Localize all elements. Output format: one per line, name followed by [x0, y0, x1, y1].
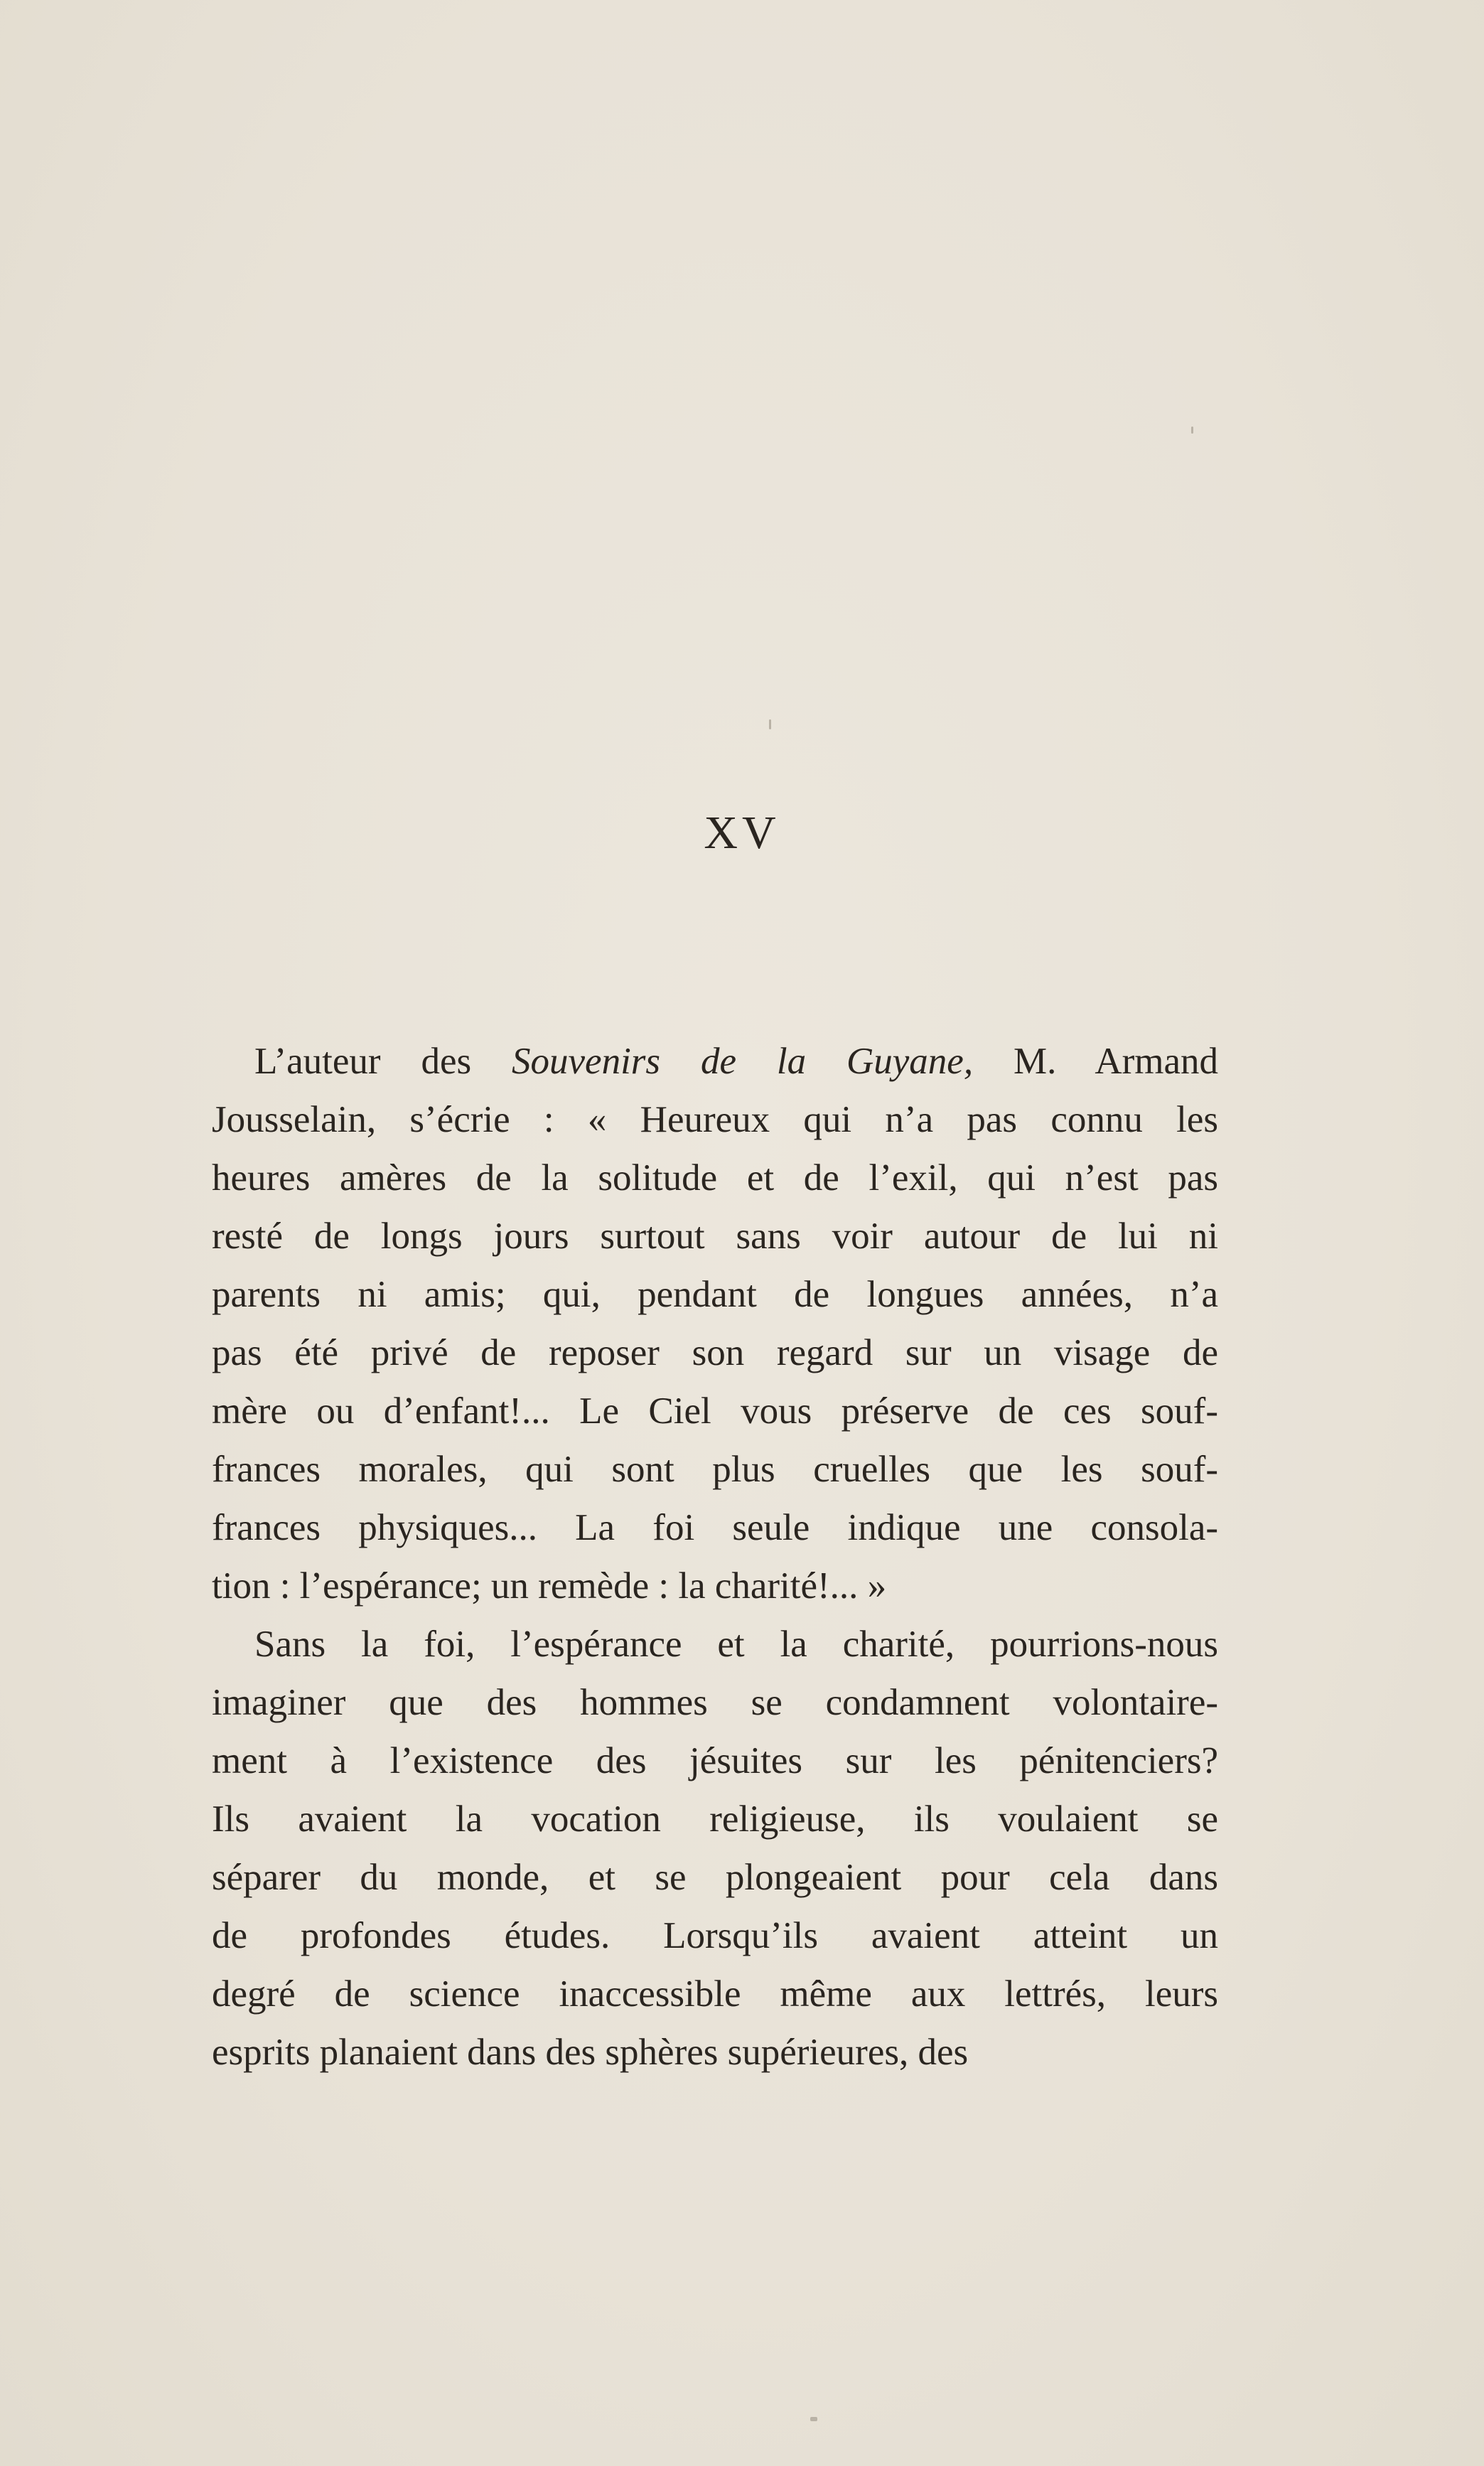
text-segment: frances morales, qui sont plus cruelles que les souf- — [212, 1449, 1218, 1490]
text-line — [212, 1149, 1218, 1207]
paragraph — [212, 1032, 1218, 1615]
paper-speck — [769, 719, 771, 729]
text-segment: Ils avaient la vocation religieuse, ils voulaient se — [212, 1798, 1218, 1840]
body-text — [212, 1032, 1218, 2081]
text-line — [212, 1265, 1218, 1324]
text-line — [212, 1965, 1218, 2023]
text-segment: M. Armand — [973, 1041, 1218, 1082]
text-line — [212, 1440, 1218, 1499]
paragraph — [212, 1615, 1218, 2081]
text-line — [212, 2023, 1218, 2081]
text-line — [212, 1732, 1218, 1790]
text-segment: heures amères de la solitude et de l’exil, qui n’est pas — [212, 1157, 1218, 1199]
text-segment: séparer du monde, et se plongeaient pour cela dans — [212, 1857, 1218, 1898]
text-line — [212, 1382, 1218, 1440]
text-segment: imaginer que des hommes se condamnent volontaire- — [212, 1682, 1218, 1723]
text-line — [212, 1673, 1218, 1732]
text-segment: parents ni amis; qui, pendant de longues années, n’a — [212, 1274, 1218, 1315]
book-title-italic: Souvenirs de la Guyane, — [512, 1041, 974, 1082]
text-line — [212, 1090, 1218, 1149]
text-line — [212, 1790, 1218, 1848]
text-segment: mère ou d’enfant!... Le Ciel vous préserve de ces souf- — [212, 1390, 1218, 1432]
text-segment: de profondes études. Lorsqu’ils avaient atteint un — [212, 1915, 1218, 1956]
text-line — [212, 1848, 1218, 1907]
text-segment: L’auteur des — [254, 1041, 512, 1082]
text-segment: Jousselain, s’écrie : « Heureux qui n’a pas connu les — [212, 1099, 1218, 1140]
text-line — [212, 1207, 1218, 1265]
text-segment: degré de science inaccessible même aux lettrés, leurs — [212, 1973, 1218, 2015]
chapter-heading: XV — [704, 807, 780, 859]
text-segment: esprits planaient dans des sphères supérieures, des — [212, 2032, 969, 2073]
text-line — [212, 1324, 1218, 1382]
text-segment: frances physiques... La foi seule indique une consola- — [212, 1507, 1218, 1548]
text-segment: Sans la foi, l’espérance et la charité, pourrions-nous — [254, 1624, 1218, 1665]
text-line — [212, 1615, 1218, 1673]
text-line — [212, 1032, 1218, 1090]
text-segment: ment à l’existence des jésuites sur les pénitenciers? — [212, 1740, 1218, 1781]
text-line — [212, 1499, 1218, 1557]
paper-speck — [810, 2417, 817, 2421]
text-segment: resté de longs jours surtout sans voir autour de lui ni — [212, 1216, 1218, 1257]
text-segment: pas été privé de reposer son regard sur un visage de — [212, 1332, 1218, 1373]
text-segment: tion : l’espérance; un remède : la charité!... » — [212, 1565, 887, 1607]
text-line — [212, 1907, 1218, 1965]
paper-speck — [1191, 427, 1193, 434]
text-line — [212, 1557, 1218, 1615]
